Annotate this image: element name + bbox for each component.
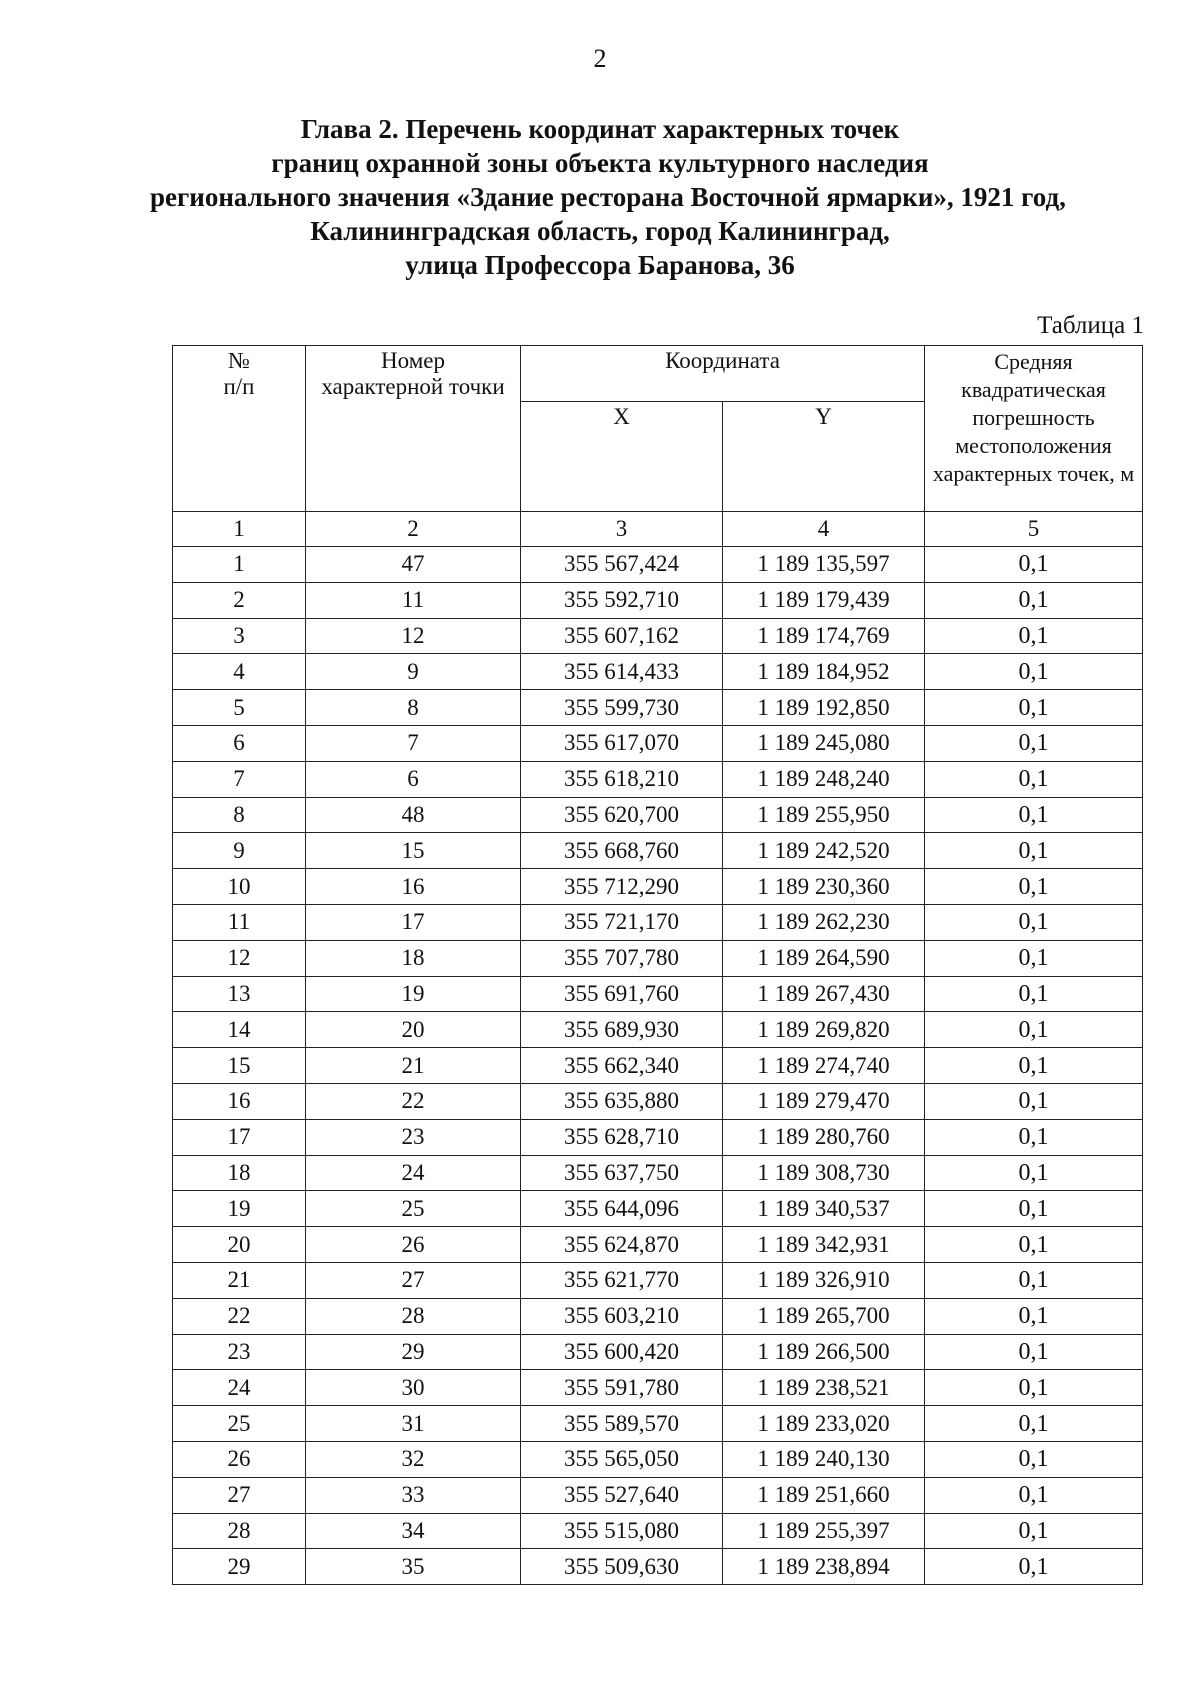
column-number: 1 [173,512,306,547]
cell-y: 1 189 233,020 [723,1406,925,1442]
cell-x: 355 527,640 [521,1477,723,1513]
cell-error: 0,1 [925,833,1143,869]
table-row [173,1262,1143,1298]
cell-error: 0,1 [925,1477,1143,1513]
cell-y: 1 189 340,537 [723,1191,925,1227]
cell-point: 17 [306,904,521,940]
table-row [173,1048,1143,1084]
cell-error: 0,1 [925,1048,1143,1084]
cell-error: 0,1 [925,1441,1143,1477]
page-number: 2 [593,44,607,73]
table-row [173,1370,1143,1406]
cell-error: 0,1 [925,1227,1143,1263]
table-row [173,1119,1143,1155]
cell-num: 29 [173,1549,306,1585]
cell-x: 355 637,750 [521,1155,723,1191]
cell-num: 22 [173,1298,306,1334]
cell-num: 20 [173,1227,306,1263]
table-row [173,797,1143,833]
table-row [173,1334,1143,1370]
cell-error: 0,1 [925,547,1143,583]
cell-point: 48 [306,797,521,833]
table-row [173,618,1143,654]
table-row [173,725,1143,761]
cell-num: 21 [173,1262,306,1298]
cell-error: 0,1 [925,1012,1143,1048]
column-number: 3 [521,512,723,547]
cell-error: 0,1 [925,904,1143,940]
cell-error: 0,1 [925,725,1143,761]
table-row [173,1513,1143,1549]
cell-num: 10 [173,869,306,905]
cell-point: 30 [306,1370,521,1406]
table-row [173,1083,1143,1119]
table-row [173,1155,1143,1191]
table-row [173,1549,1143,1585]
cell-y: 1 189 266,500 [723,1334,925,1370]
cell-num: 24 [173,1370,306,1406]
cell-y: 1 189 269,820 [723,1012,925,1048]
cell-error: 0,1 [925,1298,1143,1334]
table-row [173,904,1143,940]
cell-point: 34 [306,1513,521,1549]
cell-y: 1 189 308,730 [723,1155,925,1191]
cell-point: 32 [306,1441,521,1477]
table-row [173,833,1143,869]
cell-x: 355 624,870 [521,1227,723,1263]
cell-num: 13 [173,976,306,1012]
table-row [173,940,1143,976]
cell-error: 0,1 [925,1549,1143,1585]
cell-point: 11 [306,582,521,618]
cell-y: 1 189 262,230 [723,904,925,940]
table-row [173,582,1143,618]
cell-x: 355 592,710 [521,582,723,618]
cell-error: 0,1 [925,869,1143,905]
cell-y: 1 189 242,520 [723,833,925,869]
cell-y: 1 189 251,660 [723,1477,925,1513]
chapter-heading [150,112,1066,282]
cell-y: 1 189 255,397 [723,1513,925,1549]
coordinates-table [172,345,1143,1585]
cell-x: 355 618,210 [521,761,723,797]
cell-num: 7 [173,761,306,797]
cell-num: 23 [173,1334,306,1370]
cell-y: 1 189 267,430 [723,976,925,1012]
heading-line: границ охранной зоны объекта культурного наследия [271,148,929,178]
cell-point: 20 [306,1012,521,1048]
cell-x: 355 617,070 [521,725,723,761]
cell-error: 0,1 [925,1513,1143,1549]
cell-y: 1 189 192,850 [723,690,925,726]
cell-point: 16 [306,869,521,905]
cell-x: 355 628,710 [521,1119,723,1155]
cell-point: 26 [306,1227,521,1263]
table-body [173,547,1143,1585]
cell-point: 23 [306,1119,521,1155]
cell-point: 31 [306,1406,521,1442]
cell-x: 355 515,080 [521,1513,723,1549]
cell-num: 16 [173,1083,306,1119]
cell-num: 4 [173,654,306,690]
cell-y: 1 189 238,521 [723,1370,925,1406]
cell-x: 355 607,162 [521,618,723,654]
cell-y: 1 189 264,590 [723,940,925,976]
header-error: Средняя квадратическая погрешность местоположения характерных точек, м [925,346,1143,512]
table-row [173,1012,1143,1048]
column-number: 5 [925,512,1143,547]
cell-point: 47 [306,547,521,583]
table-row [173,654,1143,690]
cell-point: 19 [306,976,521,1012]
table-row [173,547,1143,583]
cell-num: 1 [173,547,306,583]
table-row [173,1477,1143,1513]
heading-line: Глава 2. Перечень координат характерных точек [300,114,900,144]
cell-x: 355 644,096 [521,1191,723,1227]
cell-x: 355 600,420 [521,1334,723,1370]
cell-y: 1 189 179,439 [723,582,925,618]
table-row [173,761,1143,797]
cell-num: 25 [173,1406,306,1442]
cell-num: 15 [173,1048,306,1084]
cell-y: 1 189 274,740 [723,1048,925,1084]
cell-error: 0,1 [925,1083,1143,1119]
cell-error: 0,1 [925,618,1143,654]
cell-x: 355 567,424 [521,547,723,583]
cell-point: 25 [306,1191,521,1227]
cell-y: 1 189 279,470 [723,1083,925,1119]
cell-num: 14 [173,1012,306,1048]
heading-line: улица Профессора Баранова, 36 [405,250,795,280]
header-num: № п/п [173,346,306,512]
cell-num: 12 [173,940,306,976]
cell-error: 0,1 [925,1119,1143,1155]
cell-x: 355 635,880 [521,1083,723,1119]
cell-x: 355 668,760 [521,833,723,869]
cell-num: 17 [173,1119,306,1155]
cell-num: 2 [173,582,306,618]
cell-y: 1 189 240,130 [723,1441,925,1477]
cell-point: 18 [306,940,521,976]
cell-num: 27 [173,1477,306,1513]
cell-point: 33 [306,1477,521,1513]
cell-point: 21 [306,1048,521,1084]
cell-num: 28 [173,1513,306,1549]
cell-error: 0,1 [925,976,1143,1012]
cell-x: 355 691,760 [521,976,723,1012]
cell-error: 0,1 [925,1191,1143,1227]
cell-y: 1 189 238,894 [723,1549,925,1585]
header-coordinate: Координата [521,346,925,402]
cell-num: 5 [173,690,306,726]
cell-num: 19 [173,1191,306,1227]
column-number: 2 [306,512,521,547]
cell-x: 355 565,050 [521,1441,723,1477]
cell-num: 18 [173,1155,306,1191]
cell-x: 355 591,780 [521,1370,723,1406]
cell-error: 0,1 [925,1155,1143,1191]
cell-point: 15 [306,833,521,869]
cell-y: 1 189 248,240 [723,761,925,797]
cell-x: 355 603,210 [521,1298,723,1334]
cell-x: 355 589,570 [521,1406,723,1442]
cell-x: 355 620,700 [521,797,723,833]
cell-error: 0,1 [925,940,1143,976]
cell-point: 22 [306,1083,521,1119]
cell-y: 1 189 245,080 [723,725,925,761]
cell-num: 8 [173,797,306,833]
cell-x: 355 599,730 [521,690,723,726]
header-point: Номер характерной точки [306,346,521,512]
cell-y: 1 189 184,952 [723,654,925,690]
cell-error: 0,1 [925,654,1143,690]
cell-y: 1 189 265,700 [723,1298,925,1334]
cell-error: 0,1 [925,1406,1143,1442]
cell-num: 3 [173,618,306,654]
cell-point: 35 [306,1549,521,1585]
cell-x: 355 689,930 [521,1012,723,1048]
heading-line: Калининградская область, город Калининград, [310,216,890,246]
table-row [173,1406,1143,1442]
cell-point: 6 [306,761,521,797]
table-row [173,869,1143,905]
cell-num: 9 [173,833,306,869]
cell-x: 355 614,433 [521,654,723,690]
cell-x: 355 662,340 [521,1048,723,1084]
cell-error: 0,1 [925,1334,1143,1370]
cell-x: 355 621,770 [521,1262,723,1298]
table-row [173,690,1143,726]
cell-error: 0,1 [925,1262,1143,1298]
header-x: X [521,402,723,512]
cell-y: 1 189 255,950 [723,797,925,833]
cell-point: 27 [306,1262,521,1298]
cell-point: 29 [306,1334,521,1370]
cell-point: 28 [306,1298,521,1334]
cell-y: 1 189 342,931 [723,1227,925,1263]
cell-x: 355 721,170 [521,904,723,940]
cell-x: 355 509,630 [521,1549,723,1585]
cell-error: 0,1 [925,690,1143,726]
cell-point: 8 [306,690,521,726]
cell-point: 12 [306,618,521,654]
cell-point: 24 [306,1155,521,1191]
cell-num: 11 [173,904,306,940]
cell-y: 1 189 280,760 [723,1119,925,1155]
cell-y: 1 189 230,360 [723,869,925,905]
cell-point: 7 [306,725,521,761]
cell-y: 1 189 326,910 [723,1262,925,1298]
header-y: Y [723,402,925,512]
table-caption: Таблица 1 [1037,312,1144,339]
cell-num: 26 [173,1441,306,1477]
cell-x: 355 707,780 [521,940,723,976]
table-row [173,1227,1143,1263]
cell-y: 1 189 174,769 [723,618,925,654]
cell-error: 0,1 [925,761,1143,797]
cell-error: 0,1 [925,582,1143,618]
cell-error: 0,1 [925,797,1143,833]
table-row [173,1441,1143,1477]
heading-line: регионального значения «Здание ресторана Восточной ярмарки», 1921 год, [150,182,1066,212]
cell-y: 1 189 135,597 [723,547,925,583]
cell-x: 355 712,290 [521,869,723,905]
cell-num: 6 [173,725,306,761]
column-number: 4 [723,512,925,547]
table-row [173,1298,1143,1334]
cell-error: 0,1 [925,1370,1143,1406]
table-row [173,976,1143,1012]
cell-point: 9 [306,654,521,690]
table-row [173,1191,1143,1227]
